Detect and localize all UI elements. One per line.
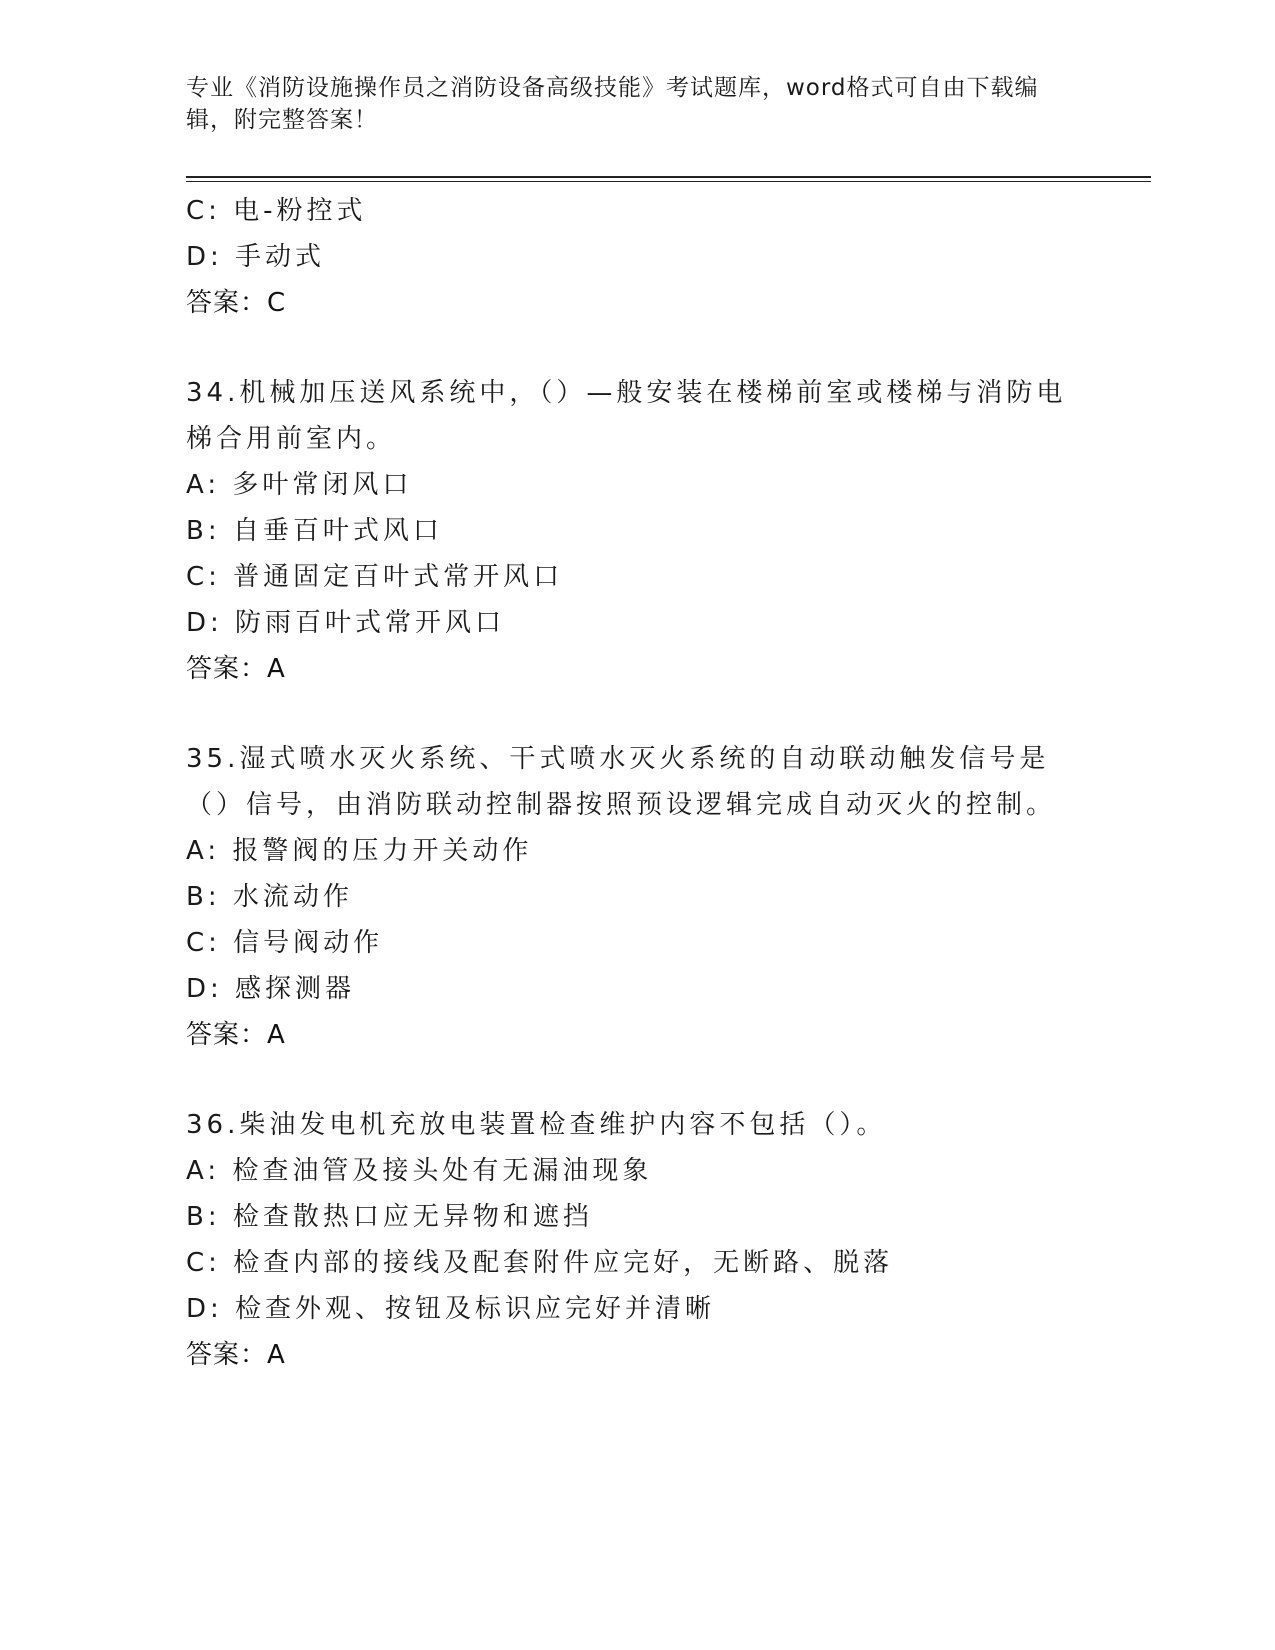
option-b: B: 自垂百叶式风口 [186,516,443,546]
option-d: D: 手动式 [186,242,326,272]
option-b: B: 水流动作 [186,882,353,912]
answer-label: 答案：A [186,654,286,684]
option-a: A: 检查油管及接头处有无漏油现象 [186,1156,653,1186]
answer-label: 答案：A [186,1340,286,1370]
option-d: D: 感探测器 [186,974,356,1004]
option-d: D: 检查外观、按钮及标识应完好并清晰 [186,1294,716,1324]
option-c: C: 信号阀动作 [186,928,384,958]
page-header: 专业《消防设施操作员之消防设备高级技能》考试题库，word格式可自由下载编辑，附完整答案！ [186,75,1039,133]
question-35 [186,736,1126,1058]
option-c: C: 检查内部的接线及配套附件应完好，无断路、脱落 [186,1248,894,1278]
question-stem: 35.湿式喷水灭火系统、干式喷水灭火系统的自动联动触发信号是（）信号，由消防联动控制器按照预设逻辑完成自动灭火的控制。 [186,744,1057,820]
spacer [186,326,1126,370]
option-c: C: 电-粉控式 [186,196,367,226]
option-d: D: 防雨百叶式常开风口 [186,608,506,638]
question-34 [186,370,1126,692]
option-b: B: 检查散热口应无异物和遮挡 [186,1202,593,1232]
header-divider-thin [186,181,1151,182]
question-stem: 34.机械加压送风系统中，（）—般安装在楼梯前室或楼梯与消防电梯合用前室内。 [186,378,1067,454]
question-stem: 36.柴油发电机充放电装置检查维护内容不包括（）。 [186,1110,887,1140]
answer-label: 答案：A [186,1020,286,1050]
question-list [186,188,1126,1378]
header-divider-thick [186,176,1151,178]
option-c: C: 普通固定百叶式常开风口 [186,562,564,592]
option-a: A: 报警阀的压力开关动作 [186,836,533,866]
question-36 [186,1102,1126,1378]
question-33-continued [186,188,1126,326]
answer-label: 答案：C [186,288,287,318]
spacer [186,1058,1126,1102]
spacer [186,692,1126,736]
option-a: A: 多叶常闭风口 [186,470,413,500]
